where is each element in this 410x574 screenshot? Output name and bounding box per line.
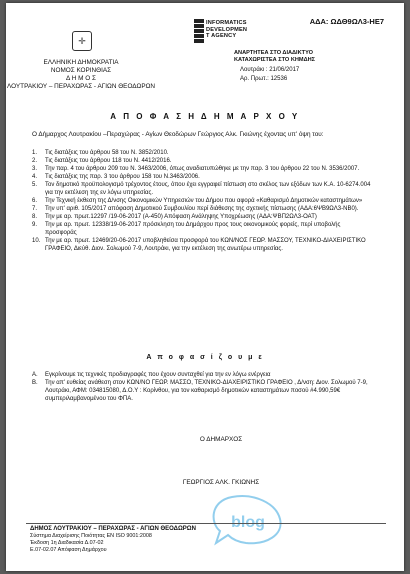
signature-role: Ο ΔΗΜΑΡΧΟΣ: [199, 436, 243, 443]
organization-header: [6, 59, 156, 91]
decisions-list: [32, 371, 372, 403]
document-title: Α Π Ο Φ Α Σ Η Δ Η Μ Α Ρ Χ Ο Υ: [110, 112, 300, 121]
protocol-line: Αρ. Πρωτ.: 12536: [240, 75, 288, 82]
list-item: 10. Την με αρ. πρωτ. 12469/20-06-2017 υποβληθείσα προσφορά του ΚΩΝ/ΝΟΣ ΓΕΩΡ. ΜΑΣΣΟΥ, ΤΕΧΝΙΚΟ-ΔΙΑΧΕΙΡΙΣΤΙΚΟ ΓΡΑΦΕΙΟ, Διεύθ. Διον. Σολωμού 7-9, Λουτράκι, για την εκτέλεση της ανωτέρω υπηρεσίας.: [32, 238, 366, 252]
org-line: ΛΟΥΤΡΑΚΙΟΥ – ΠΕΡΑΧΩΡΑΣ - ΑΓΙΩΝ ΘΕΟΔΩΡΩΝ: [7, 83, 155, 90]
org-line: ΕΛΛΗΝΙΚΗ ΔΗΜΟΚΡΑΤΙΑ: [43, 59, 119, 66]
footer-form: Ε.07-02.07 Απόφαση Δημάρχου: [30, 547, 107, 553]
list-item: 4. Τις διατάξεις της παρ. 3 του άρθρου 158 του Ν.3463/2006.: [32, 174, 200, 180]
blog-watermark-icon: [202, 491, 292, 547]
greek-emblem-icon: ✛: [72, 31, 92, 51]
document-page: [6, 3, 404, 571]
footer-divider: [26, 523, 386, 524]
watermark-text: blog: [231, 514, 265, 531]
org-line: ΝΟΜΟΣ ΚΟΡΙΝΘΙΑΣ: [50, 67, 112, 74]
list-item: 8. Την με αρ. πρωτ.12297 /19-06-2017 (Α-450) Απόφαση Ανάληψης Υποχρέωσης (ΑΔΑ:ΨΒΠ2ΩΛ3-ΟΑΤ): [32, 214, 317, 220]
list-item: 5. Τον δημοτικό προϋπολογισμό τρέχοντος έτους, όπου έχει εγγραφεί πίστωση στο σκέλος των εξόδων των Κ.Α. 10-6274.004 για την εκτέλεση της εν λόγω υπηρεσίας.: [32, 182, 371, 196]
considerations-list: [32, 149, 372, 253]
list-item: 6. Την Τεχνική έκθεση της Δ/νσης Οικονομικών Υπηρεσιών του Δήμου που αφορά «Καθαρισμό Δημοτικών καταστημάτων»: [32, 198, 363, 204]
footer-edition: Έκδοση 1η Διαδικασία Δ.07-02: [30, 540, 104, 546]
footer-iso: Σύστημα Διαχείρισης Ποιότητας ΕΝ ISO 9001:2008: [30, 533, 152, 539]
decision-heading: Α π ο φ α σ ί ζ ο υ μ ε: [146, 354, 264, 361]
list-item: B. Την απ' ευθείας ανάθεση στον ΚΩΝ/ΝΟ ΓΕΩΡ. ΜΑΣΣΟ, ΤΕΧΝΙΚΟ-ΔΙΑΧΕΙΡΙΣΤΙΚΟ ΓΡΑΦΕΙΟ , Δ/νση: Διον. Σολωμού 7-9, Λουτράκι, ΑΦΜ: 034815080, Δ.Ο.Υ : Κορίνθου, για τον καθαρισμό δημοτικών καταστημάτων ποσού #4.990,59€ συμπεριλαμβανομένου του ΦΠΑ.: [32, 380, 368, 402]
footer-org: ΔΗΜΟΣ ΛΟΥΤΡΑΚΙΟΥ – ΠΕΡΑΧΩΡΑΣ - ΑΓΙΩΝ ΘΕΟΔΩΡΩΝ: [30, 526, 196, 532]
list-item: 1. Τις διατάξεις του άρθρου 58 του Ν. 3852/2010.: [32, 150, 169, 156]
diavgeia-logo: [194, 19, 272, 47]
footer: [30, 526, 196, 554]
org-line: Δ Η Μ Ο Σ: [66, 75, 96, 82]
list-item: 7. Την υπ' αριθ. 105/2017 απόφαση Δημοτικού Συμβουλίου περί διάθεσης της σχετικής πίστωσης (ΑΔΑ:6ΨΒ9ΩΛ3-ΝΒ0).: [32, 206, 359, 212]
signature-name: ΓΕΩΡΓΙΟΣ ΑΛΚ. ΓΚΙΩΝΗΣ: [182, 479, 260, 486]
date-protocol: [240, 66, 299, 83]
list-item: 9. Την με αρ. πρωτ. 12338/19-06-2017 πρόσκληση του Δημάρχου προς τους οικονομικούς φορείς, περί υποβολής προσφοράς: [32, 222, 341, 236]
list-item: A. Εγκρίνουμε τις τεχνικές προδιαγραφές που έχουν συνταχθεί για την εν λόγω ενέργεια: [32, 372, 271, 378]
date-line: Λουτράκι : 21/06/2017: [240, 67, 300, 73]
intro-text: Ο Δήμαρχος Λουτρακίου –Περαχώρας - Αγίων Θεοδώρων Γεώργιος Αλκ. Γκιώνης έχοντας υπ' όψη του:: [32, 131, 324, 138]
list-item: 2. Τις διατάξεις του άρθρου 118 του Ν. 4412/2016.: [32, 158, 172, 164]
list-item: 3. Την παρ. 4 του άρθρου 209 του Ν. 3463/2006, όπως αναδιατυπώθηκε με την παρ. 3 του άρθρου 22 του Ν. 3536/2007.: [32, 166, 360, 172]
logo-bars-icon: [194, 19, 204, 47]
logo-text: INFORMATICS DEVELOPMEN T AGENCY: [206, 20, 248, 39]
ada-code: ΑΔΑ: ΩΔΘ9ΩΛ3-ΗΕ7: [309, 17, 384, 26]
posting-notice: ΑΝΑΡΤΗΤΕΑ ΣΤΟ ΔΙΑΔΙΚΤΥΟ ΚΑΤΑΧΩΡΙΣΤΕΑ ΣΤΟ ΚΗΜΔΗΣ: [234, 50, 315, 63]
